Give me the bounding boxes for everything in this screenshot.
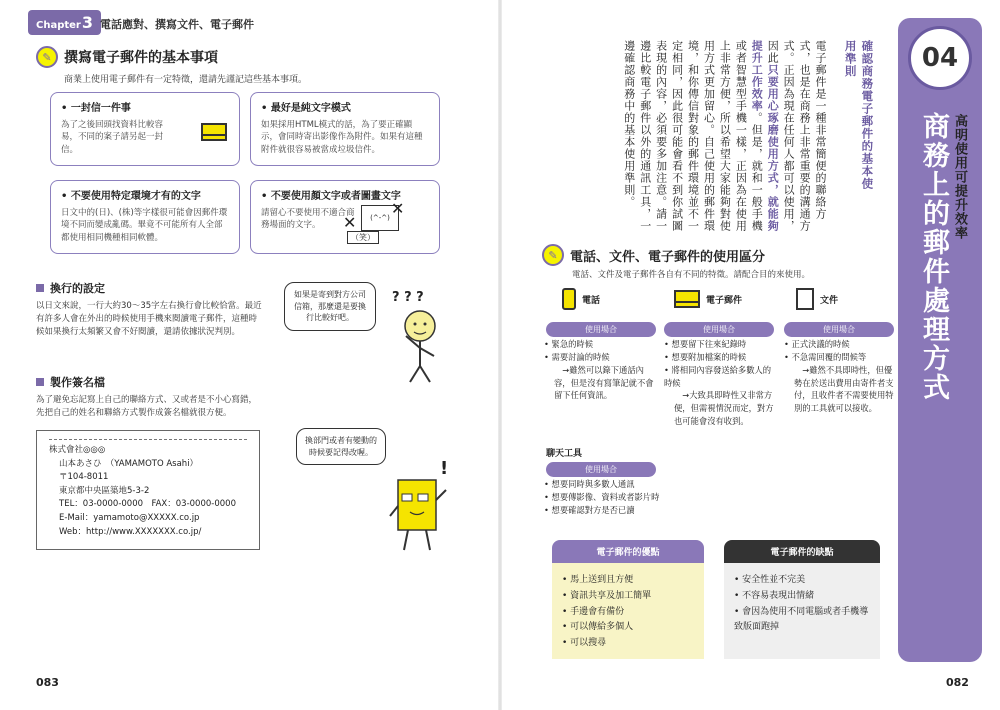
warai-label: （笑） [347, 231, 379, 244]
running-title: 電話應對、撰寫文件、電子郵件 [100, 18, 254, 31]
sig-line: 山本あさひ （YAMAMOTO Asahi） [59, 458, 199, 469]
tool-name: 電子郵件 [706, 295, 743, 306]
list-item: • 不容易表現出情緒 [734, 590, 815, 601]
page-number-right: 082 [946, 676, 969, 689]
usage-pill: 使用場合 [546, 462, 656, 477]
cross-icon: ✕ [343, 213, 357, 232]
sig-line: 株式會社◎◎◎ [49, 445, 106, 455]
square-bullet-icon [36, 284, 44, 292]
section-title: 撰寫電子郵件的基本事項 [64, 50, 218, 66]
heading-linebreak [36, 280, 105, 296]
heading-text: 換行的設定 [50, 282, 105, 295]
usage-pill: 使用場合 [784, 322, 894, 337]
card-body: 請留心不要使用不適合商務場面的文字。 [261, 208, 355, 231]
chat-tool-name: 聊天工具 [546, 449, 583, 459]
section-heading-email [36, 46, 218, 68]
page-number-left: 083 [36, 676, 59, 689]
list-item: • 將相同內容發送給多數人的時候 [664, 364, 772, 388]
list-item: • 不急需回覆的問候等 [784, 351, 867, 362]
list-item: • 想要傳影像、資料或者影片時 [544, 491, 660, 502]
email-usage-list [664, 338, 776, 428]
phone-icon [562, 288, 576, 310]
doc-usage-list [784, 338, 900, 415]
email-pros-panel [552, 540, 704, 664]
card-title: • 不要使用特定環境才有的文字 [61, 191, 201, 202]
tool-name: 文件 [820, 295, 839, 306]
usage-heading [542, 244, 765, 266]
list-item: • 安全性並不完美 [734, 575, 806, 585]
compass-icon: ✎ [542, 244, 564, 266]
phone-usage-list [544, 338, 656, 402]
square-bullet-icon [36, 378, 44, 386]
section-number-badge: 04 [908, 26, 972, 90]
list-item: • 想要確認對方是否已讀 [544, 504, 635, 515]
speech-bubble-signature: 換部門或者有變動的時候要記得改喔。 [296, 428, 386, 465]
card-plain-text [250, 92, 440, 166]
compass-icon: ✎ [36, 46, 58, 68]
cons-title: 電子郵件的缺點 [724, 540, 880, 563]
heading-signature [36, 374, 105, 390]
list-item: • 需要討論的時候 [544, 351, 610, 362]
sig-line: 東京都中央區築地5-3-2 [59, 485, 150, 496]
pros-title: 電子郵件的優點 [552, 540, 704, 563]
kaomoji-box: (^-^) [361, 205, 399, 231]
chapter-side-tab [898, 18, 982, 662]
list-item: • 可以搜尋 [562, 638, 607, 648]
book-mascot [388, 476, 450, 556]
card-env-chars [50, 180, 240, 254]
vertical-body [576, 40, 828, 240]
pros-body [552, 563, 704, 659]
card-title: • 不要使用顏文字或者圖畫文字 [261, 191, 401, 202]
card-one-topic [50, 92, 240, 166]
list-item: • 想要同時與多數人通訊 [544, 479, 635, 489]
tool-doc-label [796, 288, 838, 310]
list-item: • 可以傳給多個人 [562, 622, 634, 633]
card-body: 日文中的(日)、(株)等字樣很可能會因郵件環境不同而變成亂碼。畢竟不可能所有人全部都使用相同機種相同軟體。 [61, 208, 228, 243]
linebreak-body: 以日文來說，一行大約30～35字左右換行會比較恰當。最近有許多人會在外出的時候使用手機來閱讀電子郵件，這種時候如果換行太頻繁又會不好閱讀，還請依據狀況判別。 [36, 301, 262, 338]
usage-title: 電話、文件、電子郵件的使用區分 [570, 249, 766, 265]
list-item: →雖然可以錄下通話內容，但是沒有寫筆記就不會留下任何資訊。 [554, 364, 654, 401]
section-tagline: 高明使用可提升效率 [952, 114, 967, 240]
cross-icon: ✕ [391, 199, 405, 218]
list-item: →大致具即時性又非常方便，但需視情況而定，對方也可能會沒有收到。 [674, 390, 774, 427]
tool-email-label [674, 290, 742, 308]
list-item: • 緊急的時候 [544, 339, 594, 349]
question-marks: ? ? ? [392, 290, 424, 305]
list-item: • 正式決議的時候 [784, 339, 850, 349]
chapter-number: 3 [81, 13, 93, 32]
heading-text: 製作簽名檔 [50, 376, 105, 389]
exclamation-mark: ! [440, 458, 449, 479]
email-cons-panel [724, 540, 880, 664]
list-item: • 會因為使用不同電腦或者手機導致版面跑掉 [734, 606, 869, 633]
sig-line: Web：http://www.XXXXXXX.co.jp/ [59, 526, 202, 537]
right-page [500, 0, 1000, 710]
card-title: • 最好是純文字模式 [261, 103, 351, 114]
list-item: →雖然不具即時性，但優勢在於送出費用由寄件者支付，且收件者不需要使用特別的工具就可以接收。 [794, 364, 894, 414]
section-main-title: 商務上的郵件處理方式 [918, 112, 949, 402]
divider [49, 439, 247, 440]
card-body: 為了之後回頭找資料比較容易，不同的案子請另起一封信。 [61, 120, 164, 155]
list-item: • 馬上送到且方便 [562, 575, 634, 585]
thinking-mascot [392, 306, 452, 386]
chat-usage-list [544, 478, 764, 517]
list-item: • 資訊共享及加工簡單 [562, 590, 652, 601]
body-text: 電子郵件是一種非常簡便的聯絡方式，也是在商務上非常重要的溝通方式。正因為現在任何人都可以使用，因此 [766, 40, 827, 232]
sig-line: 〒104-8011 [59, 472, 109, 483]
document-icon [796, 288, 814, 310]
list-item: • 手邊會有備份 [562, 606, 625, 617]
list-item: • 想要附加檔案的時候 [664, 351, 747, 362]
chapter-label: Chapter [36, 20, 81, 31]
sig-line: TEL：03-0000-0000 FAX：03-0000-0000 [59, 499, 236, 510]
sig-line: E-Mail：yamamoto@XXXXX.co.jp [59, 512, 200, 523]
usage-pill: 使用場合 [664, 322, 774, 337]
body-highlight: 只要用心琢磨使用方式，就能夠提升工作效率 [750, 40, 780, 232]
body-text: 。但是，就和一般手機或者智慧型手機一樣，正因為在使用上非常方便，所以希望大家能夠對使用方式更加留心。自己使用的郵件環境，和你傳信對象的郵件環境並不一定相同，因此很可能會看不到你試圖表現的內容，必須要多加注意。請一邊比較電子郵件以外的通訊工具，一邊確認商務中的基本使用準則。 [622, 40, 764, 232]
chapter-tab [28, 10, 101, 35]
tool-name: 電話 [582, 295, 601, 306]
cons-body [724, 563, 880, 659]
list-item: • 想要留下往來紀錄時 [664, 339, 747, 349]
envelope-icon [674, 290, 700, 308]
card-title: • 一封信一件事 [61, 103, 131, 114]
card-emoticons [250, 180, 440, 254]
vertical-heading: 確認商務電子郵件的基本使用準則 [843, 40, 875, 190]
section-subtitle: 商業上使用電子郵件有一定特徵，還請先謹記這些基本事項。 [64, 75, 308, 85]
envelope-icon [201, 123, 227, 141]
signature-body: 為了避免忘記寫上自己的聯絡方式、又或者是不小心寫錯，先把自己的姓名和聯絡方式製作成簽名檔就很方便。 [36, 395, 258, 419]
usage-pill: 使用場合 [546, 322, 656, 337]
speech-bubble-linebreak: 如果是寄到對方公司信箱，那麼還是要換行比較好吧。 [284, 282, 376, 331]
card-body: 如果採用HTML模式的話，為了要正確顯示，會同時寄出影像作為附件。如果有這種附件就很容易被當成垃圾信件。 [261, 120, 423, 155]
usage-subtitle: 電話、文件及電子郵件各自有不同的特徵。請配合目的來使用。 [572, 270, 811, 280]
tool-phone-label [562, 288, 600, 310]
signature-sample [36, 430, 260, 550]
